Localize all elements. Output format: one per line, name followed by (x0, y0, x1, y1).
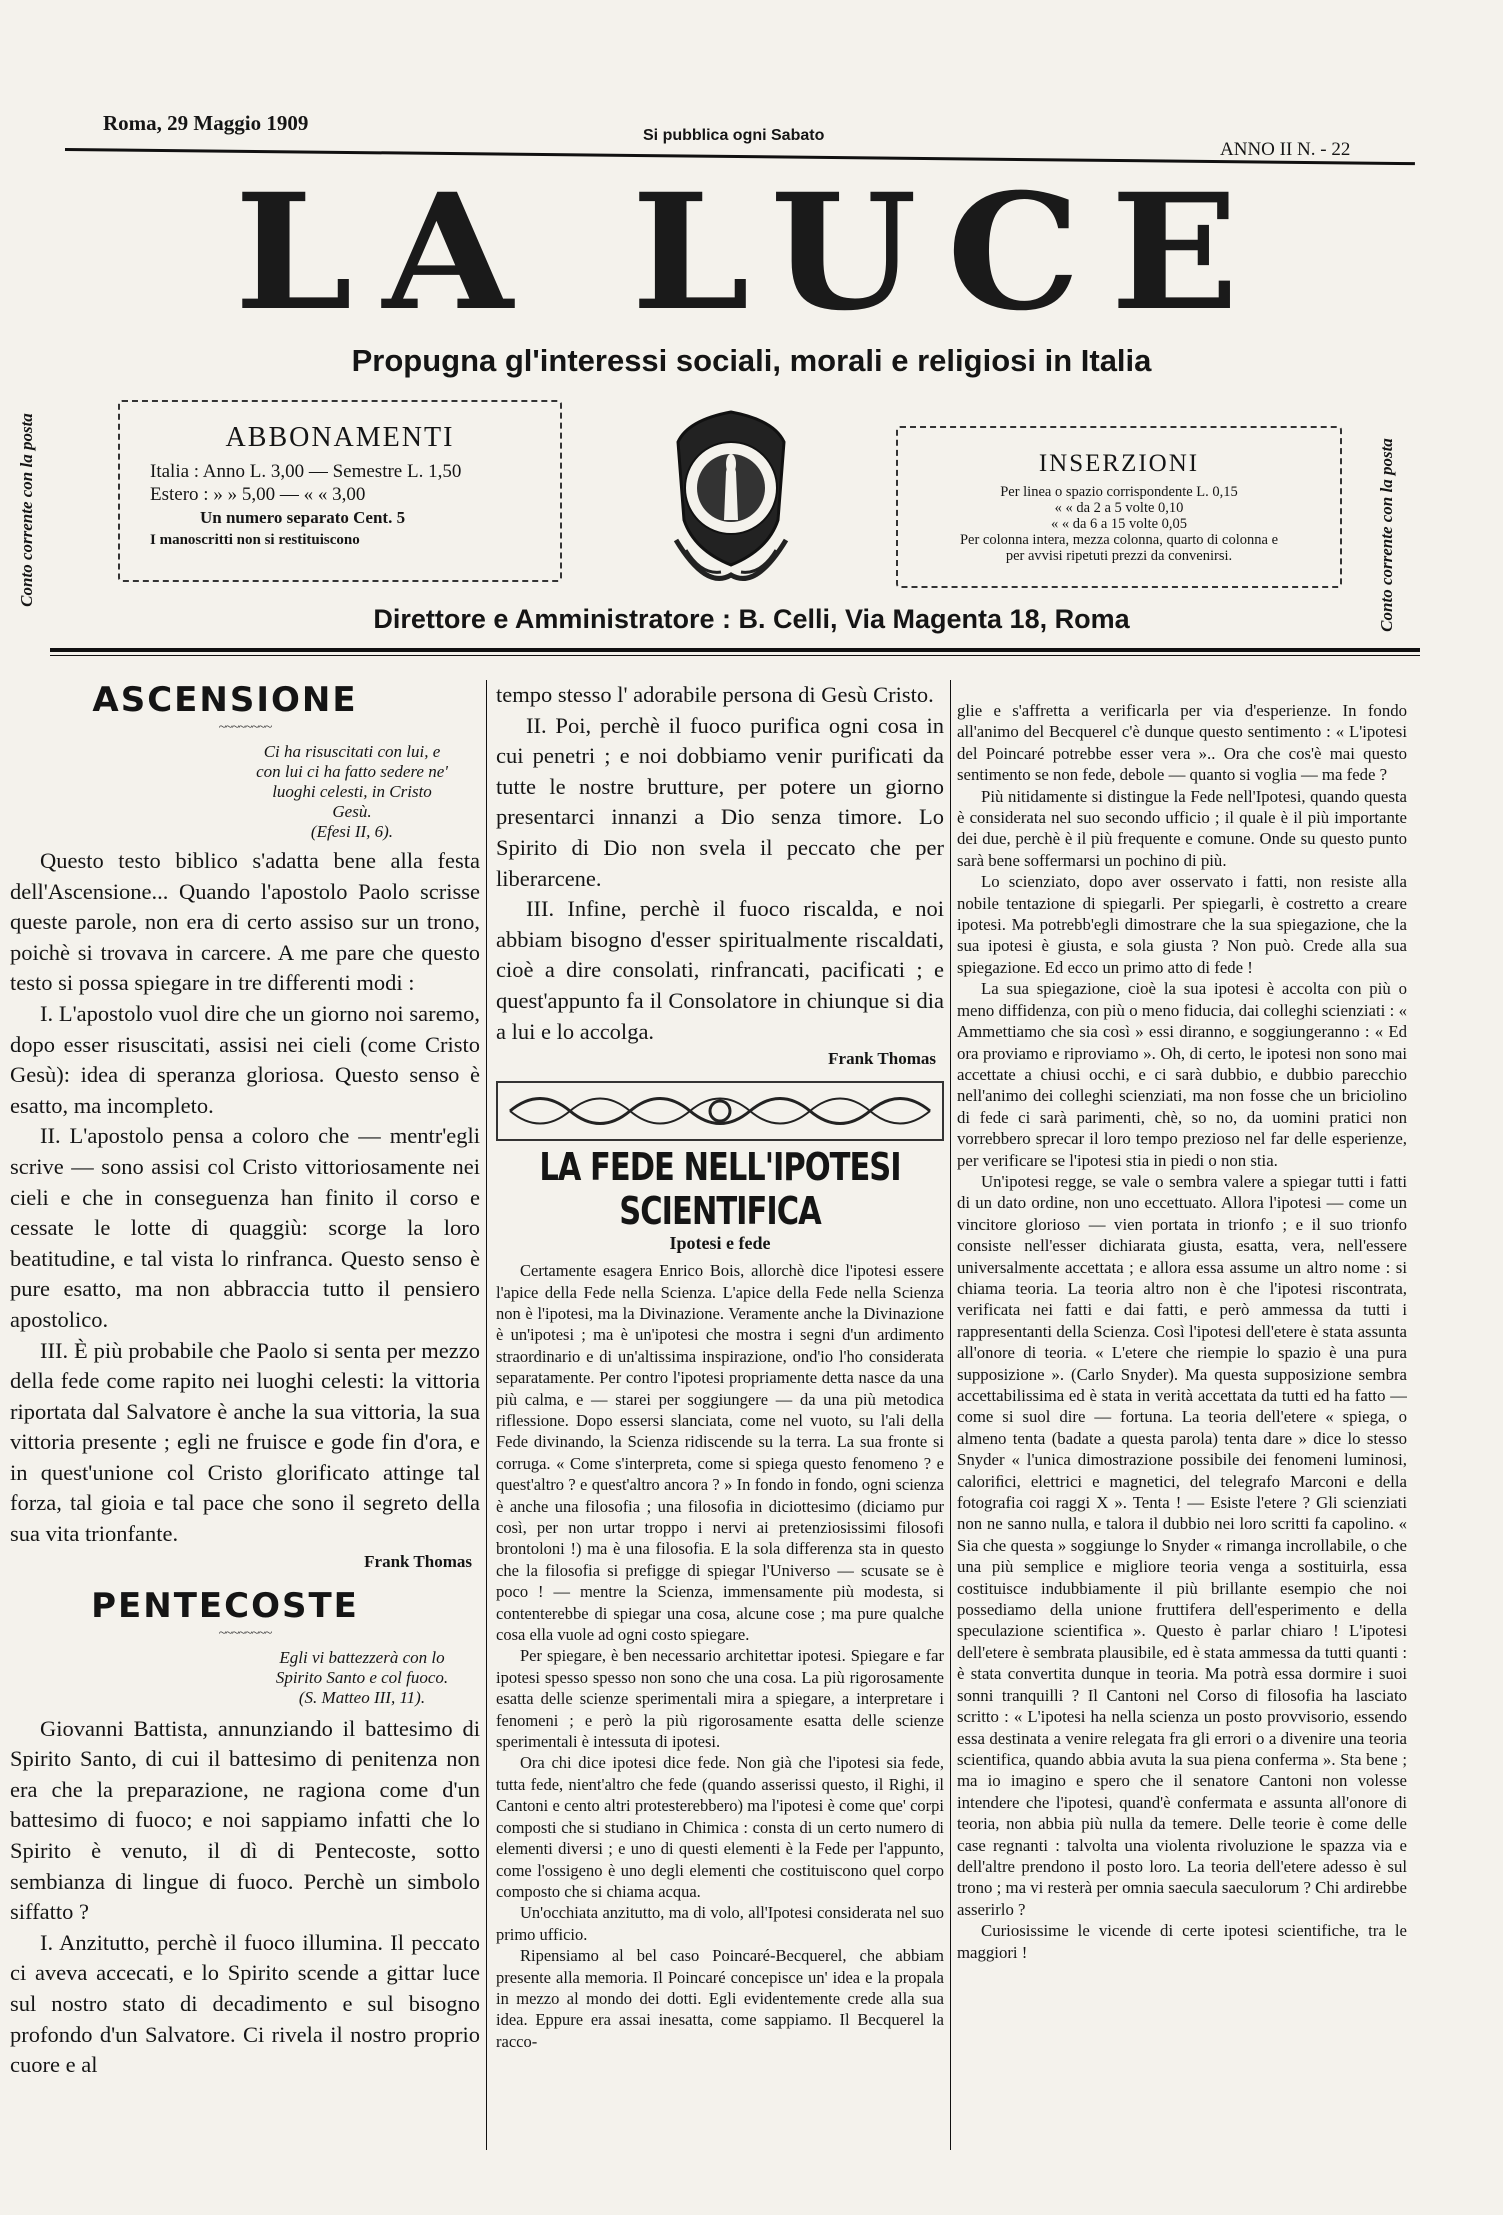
single-copy-price: Un numero separato Cent. 5 (200, 508, 406, 527)
paragraph: I. Anzitutto, perchè il fuoco illumina. Il peccato ci aveva accecati, e lo Spirito scende a gittar luce sul nostro stato di decadimento e sul bisogno profondo d'un Salvatore. Ci rivela il nostro proprio cuore e al (10, 1929, 480, 2078)
paragraph: Un'occhiata anzitutto, ma di volo, all'Ipotesi considerata nel suo primo ufficio. (496, 1903, 944, 1944)
paragraph: Ora chi dice ipotesi dice fede. Non già che l'ipotesi sia fede, tutta fede, nient'altro che fede (quando asserissi questo, il Righi, il Cantoni e cento altri protesterebbero) ma l'ipotesi è come que' corpi composti che si studiano in Chimica : consta di un certo numero di elementi diversi ; e uno di questi elementi è la Fede per l'appunto, come l'ossigeno è uno degli elementi che costituiscono quel corpo composto che si chiama acqua. (496, 1753, 944, 1901)
column-divider-1 (486, 680, 487, 2150)
insertion-rate-4: Per colonna intera, mezza colonna, quarto di colonna e (959, 532, 1279, 548)
insertion-rate-3: « « da 6 a 15 volte 0,05 (1050, 516, 1188, 532)
paragraph: tempo stesso l' adorabile persona di Gesù Cristo. (496, 682, 934, 707)
article-title-ascensione: ASCENSIONE (92, 680, 358, 720)
lamp-emblem-icon (646, 400, 816, 595)
manuscripts-note: I manoscritti non si restituiscono (150, 532, 360, 548)
paragraph: III. Infine, perchè il fuoco riscalda, e noi abbiam bisogno d'esser spiritualmente riscaldati, cioè a dire consolati, rinfrancati, pacificati ; e quest'appunto fa il Consolatore in chiunque si dia a lui e lo accolga. (496, 896, 944, 1044)
paragraph: glie e s'affretta a verificarla per via d'esperienze. In fondo all'animo del Becquerel c'è dunque questo sentimento : « L'ipotesi del Poincaré potrebbe esser vera ».. Ora che cos'è mai questo sentimento se non fede, debole — quanto si voglia — ma fede ? (957, 701, 1407, 785)
issue-number: ANNO II N. - 22 (1220, 139, 1351, 160)
subscription-abroad: Estero : » » 5,00 — « « 3,00 (150, 484, 366, 505)
article-body-pentecoste (10, 1714, 480, 2081)
paragraph: La sua spiegazione, cioè la sua ipotesi è accolta con più o meno diffidenza, con più o meno fiducia, dai colleghi scienziati : « Ammettiamo che sia così » essi diranno, e soggiungeranno : « Ed ora proviamo e riproviamo ». Oh, di certo, le ipotesi non sono mai accettate a chiusi occhi, e ci sarà dubbio, e dubbio parecchio nell'animo dei colleghi scienziati, ma non fosse che un briciolino di fede ci sarà parimenti, chè, so no, da uomini pratici non vorrebbero sprecar il loro tempo prezioso nel far delle esperienze, per verificare se l'ipotesi stia in piedi o non stia. (957, 979, 1407, 1170)
insertions-box (896, 426, 1342, 588)
header-rule-thin (50, 655, 1420, 656)
article-subtitle: Ipotesi e fede (669, 1233, 771, 1254)
column-2 (496, 680, 944, 2210)
subscriptions-title: ABBONAMENTI (225, 422, 455, 453)
tagline: Propugna gl'interessi sociali, morali e religiosi in Italia (351, 343, 1152, 378)
column-3 (957, 700, 1407, 2200)
subscription-italy: Italia : Anno L. 3,00 — Semestre L. 1,50 (150, 461, 462, 482)
paragraph: Giovanni Battista, annunziando il battesimo di Spirito Santo, di cui il battesimo di penitenza non era che la preparazione, ne ragiona come d'un battesimo di fuoco; e noi sappiamo infatti che lo Spirito è venuto, il dì di Pentecoste, sotto sembianza di lingue di fuoco. Perchè un simbolo siffatto ? (10, 1715, 480, 1925)
paragraph: Curiosissime le vicende di certe ipotesi scientifiche, tra le maggiori ! (957, 1921, 1407, 1962)
epigraph-ref-pentecoste: (S. Matteo III, 11). (298, 1687, 426, 1707)
title-swash: ~~~~~~~~ (218, 1625, 272, 1641)
paragraph: I. L'apostolo vuol dire che un giorno noi saremo, dopo esser risuscitati, assisi nei cieli (come Cristo Gesù): idea di speranza gloriosa. Questo senso è esatto, ma incompleto. (10, 1000, 480, 1118)
subscriptions-box (118, 400, 562, 582)
article-body-fede (496, 1260, 944, 2052)
title-swash: ~~~~~~~~ (218, 720, 272, 735)
paragraph: Questo testo biblico s'adatta bene alla festa dell'Ascensione... Quando l'apostolo Paolo scrisse queste parole, non era di certo assiso sur un trono, poichè si trovava in carcere. A me pare che questo testo si possa spiegare in tre differenti modi : (10, 848, 480, 996)
postal-note-right: Conto corrente con la posta (1376, 438, 1396, 632)
signature: Frank Thomas (828, 1049, 936, 1069)
column-divider-2 (950, 680, 951, 2150)
signature: Frank Thomas (364, 1551, 472, 1571)
epigraph-pentecoste: Egli vi battezzerà con lo Spirito Santo e col fuoco. (275, 1647, 449, 1687)
paragraph: Ripensiamo al bel caso Poincaré-Becquerel, che abbiam presente alla memoria. Il Poincaré concepisce un' idea e la propala in mezzo al mondo dei dotti. Egli evidentemente crede alla sua idea. Eppure era assai inesatta, come sappiamo. Il Becquerel la racco- (496, 1946, 944, 2051)
article-title-fede: LA FEDE NELL'IPOTESI SCIENTIFICA (539, 1146, 901, 1234)
director-line: Direttore e Amministratore : B. Celli, Via Magenta 18, Roma (373, 604, 1130, 634)
insertion-rate-2: « « da 2 a 5 volte 0,10 (1054, 500, 1184, 516)
article-body-pentecoste-cont (496, 680, 944, 1047)
paragraph: Lo scienziato, dopo aver osservato i fatti, non resiste alla nobile tentazione di spiegarli. Per spiegarli, è costretto a creare ipotesi. Ma potrebb'egli dimostrare che la sua spiegazione, che la sua ipotesi è giusta, e sola giusta ? Non può. Crede alla sua spiegazione. Ed ecco un primo atto di fede ! (957, 872, 1407, 977)
paragraph: II. L'apostolo pensa a coloro che — mentr'egli scrive — sono assisi col Cristo vittoriosamente nei cieli e che in conseguenza han finito il corso e cessate le lotte di quaggiù: scorge la loro beatitudine, e tal vista lo rinfranca. Questo senso è pure esatto, ma non abbraccia tutto il pensiero apostolico. (10, 1123, 480, 1332)
epigraph-ref-ascensione: (Efesi II, 6). (310, 822, 394, 841)
postal-note-left: Conto corrente con la posta (16, 413, 36, 607)
paragraph: Certamente esagera Enrico Bois, allorchè dice l'ipotesi essere l'apice della Fede nella Scienza. L'apice della Fede nella Scienza non è l'ipotesi, ma la Divinazione. Veramente anche la Divinazione è un'ipotesi ; ma è un'ipotesi che mostra i segni d'un ardimento straordinario e di un'altissima inspirazione, ond'io l'ho considerata separatamente. Per contro l'ipotesi propriamente detta nasce da una più calma, e — starei per soggiungere — da una più metodica riflessione. Dopo essersi slanciata, come nel vuoto, su l'ali della Fede divinando, la Scienza ridiscende su la terra. La sua fronte si corruga. « Come s'interpreta, come si spiega questo fenomeno ? e quest'altro ? e quest'altro ancora ? » In fondo in fondo, ogni scienza è anche una filosofia ; una filosofia in diciottesimo (diciamo pur così, per non urtar troppo i nervi ai pretenziosissimi filosofi brontoloni !) ma è una filosofia. E la sola differenza sta in questo che la filosofia si prefigge di spiegar l'Universo — scusate se è poco ! — mentre la Scienza, immensamente più modesta, si contenterebbe di spiegar una cosa, alcune cose ; ma pure qualche cosa ella vuole ad ogni costo spiegare. (496, 1261, 944, 1645)
paragraph: III. È più probabile che Paolo si senta per mezzo della fede come rapito nei luoghi celesti: la vittoria riportata dal Salvatore è anche la sua vittoria, la sua vittoria presente ; egli ne fruisce e gode fin d'ora, e in quest'unione col Cristo glorificato attinge tal forza, tal gioia e tal pace che sono il segreto della sua vita trionfante. (10, 1337, 480, 1547)
header-rule-thick (50, 648, 1420, 652)
paragraph: Un'ipotesi regge, se vale o sembra valere a spiegar tutti i fatti di un dato ordine, non uno eccettuato. Allora l'ipotesi — come un vincitore glorioso — vien portata in trionfo ; e il suo trionfo consiste nell'esser dichiarata giusta, esatta, vera, nell'essere universalmente accettata ; e allora essa assume un altro nome : si chiama teoria. La teoria altro non è che l'ipotesi riscontrata, verificata nei fatti e dai fatti, e però ammessa da tutti i rappresentanti della Scienza. Così l'ipotesi dell'etere è stata assunta all'onore di teoria. « L'etere che riempie lo spazio è una pura supposizione ». (Carlo Snyder). Ma questa supposizione sembra accettabilissima ed è stata in verità accettata da tutti ed ha fatto — come si suol dire — fortuna. La teoria dell'etere « spiega, o almeno tenta (badate a questa parola) tenta dare » dice lo stesso Snyder « l'unica dimostrazione possibile dei fenomeni luminosi, caloriﬁci, elettrici e magnetici, del telegrafo Marconi e della fotografia coi raggi X ». Tenta ! — Esiste l'etere ? Gli scienziati non ne sanno nulla, e talora il dubbio nei loro scritti fa capolino. « Sia che questa » soggiunge lo Snyder « rimanga incrollabile, o che una più semplice e migliore teoria venga a sostituirla, essa costituisce indubbiamente il più brillante esempio che noi possediamo della unione fruttifera dell'esperimento e della speculazione scientifica ». Questo è parlar chiaro ! L'ipotesi dell'etere è sembrata plausibile, ed è stata ammessa da tutti quanti : è stata convertita dunque in teoria. Ma potrà essa dormire i suoi sonni tranquilli ? Il Cantoni nel Corso di filosofia ha lasciato scritto : « L'ipotesi ha nella scienza un posto provvisorio, essendo essa destinata a venire relegata fra gli errori o a divenire una teoria scientifica, quando abbia avuta la sua piena conferma ». Sta bene ; ma io imagino e spero che il senatore Cantoni non volesse intendere che l'ipotesi, quand'è confermata e assunta all'onore di teoria, non abbia più nulla da temere. Delle teorie è come delle case regnanti : talvolta una violenta rivoluzione le spazza via e dell'altre prendono il posto loro. La teoria dell'etere adesso è sul trono ; ma vi resterà per omnia saecula saeculorum ? Chi ardirebbe asserirlo ? (957, 1171, 1407, 1919)
paragraph: Per spiegare, è ben necessario architettar ipotesi. Spiegare e far ipotesi spesso spesso non sono che una cosa. La più rigorosamente esatta delle scienze sperimentali mira a spiegare, a interpretare i fenomeni ; e però la più rigorosamente esatta delle scienze sperimentali è intessuta di ipotesi. (496, 1646, 944, 1752)
article-title-pentecoste: PENTECOSTE (91, 1585, 359, 1626)
paragraph: Più nitidamente si distingue la Fede nell'Ipotesi, quando questa è considerata nel suo secondo ufficio ; il quale è il più importante dei due, perchè è il più frequente e comune. Onde su questo punto sarà bene soffermarsi un pochino di più. (957, 786, 1407, 870)
insertion-rate-1: Per linea o spazio corrispondente L. 0,15 (1000, 484, 1238, 500)
newspaper-title: LA LUCE (234, 157, 1269, 347)
insertion-rate-5: per avvisi ripetuti prezzi da convenirsi. (1005, 548, 1233, 564)
article-body-ascensione (10, 846, 480, 1550)
epigraph-ascensione: Ci ha risuscitati con lui, e con lui ci ha fatto sedere ne' luoghi celesti, in Cristo Gesù. (256, 742, 448, 821)
paragraph: II. Poi, perchè il fuoco purifica ogni cosa in cui penetri ; e noi dobbiamo venir purificati da tutte le nostre brutture, per potere un giorno presentarci innanzi a Dio senza timore. Lo Spirito di Dio non svela il peccato che per liberarcene. (496, 712, 944, 891)
ornament-band (496, 1081, 944, 1141)
column-1 (10, 680, 480, 2210)
publication-frequency: Si pubblica ogni Sabato (643, 127, 825, 144)
issue-date: Roma, 29 Maggio 1909 (103, 111, 309, 135)
insertions-title: INSERZIONI (1038, 450, 1200, 477)
